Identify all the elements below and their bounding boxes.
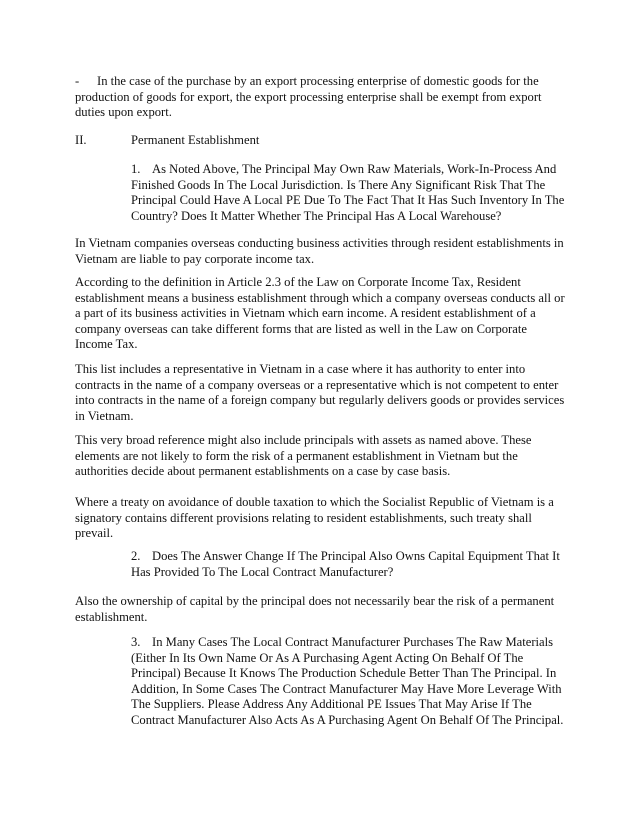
paragraph-3: This list includes a representative in Vietnam in a case where it has authority to enter into contracts in the name of a company overseas or a representative which is not competent to enter into contracts in the name of a foreign company but regularly delivers goods or provides services in Vietnam. — [75, 362, 565, 423]
question-3 — [131, 635, 571, 729]
question-1-number: 1. — [131, 162, 141, 176]
question-2 — [131, 549, 571, 580]
paragraph-1: In Vietnam companies overseas conducting business activities through resident establishments in Vietnam are liable to pay corporate income tax. — [75, 236, 564, 266]
section-number: II. — [75, 133, 87, 147]
question-1-text: As Noted Above, The Principal May Own Raw Materials, Work-In-Process And Finished Goods In The Local Jurisdiction. Is There Any Significant Risk That The Principal Could Have A Local PE Due To The Fact That It Has Such Inventory In The Country? Does It Matter Whether The Principal Has A Local Warehouse? — [131, 162, 565, 223]
question-2-text: Does The Answer Change If The Principal Also Owns Capital Equipment That It Has Provided To The Local Contract Manufacturer? — [131, 549, 560, 579]
question-2-number: 2. — [131, 549, 141, 563]
paragraph-5: Where a treaty on avoidance of double taxation to which the Socialist Republic of Vietnam is a signatory contains different provisions relating to resident establishments, such treaty shall prevail. — [75, 495, 554, 541]
paragraph-2: According to the definition in Article 2.3 of the Law on Corporate Income Tax, Resident establishment means a business establishment through which a company overseas conducts all or a part of its business activities in Vietnam which earn income. A resident establishment of a company overseas can take different forms that are listed as well in the Law on Corporate Income Tax. — [75, 275, 565, 352]
question-3-number: 3. — [131, 635, 141, 649]
bullet-dash: - — [75, 74, 80, 88]
paragraph-4: This very broad reference might also include principals with assets as named above. These elements are not likely to form the risk of a permanent establishment in Vietnam but the authorities decide about permanent establishments on a case by case basis. — [75, 433, 532, 479]
question-1 — [131, 162, 565, 224]
section-title: Permanent Establishment — [131, 133, 260, 147]
intro-text: In the case of the purchase by an export processing enterprise of domestic goods for the production of goods for export, the export processing enterprise shall be exempt from export duties upon export. — [75, 74, 542, 120]
paragraph-6: Also the ownership of capital by the principal does not necessarily bear the risk of a permanent establishment. — [75, 594, 555, 624]
question-3-text: In Many Cases The Local Contract Manufacturer Purchases The Raw Materials (Either In Its Own Name Or As A Purchasing Agent Acting On Behalf Of The Principal) Because It Knows The Production Schedule Better Than The Principal. In Addition, In Some Cases The Contract Manufacturer May Have More Leverage With The Suppliers. Please Address Any Additional PE Issues That May Arise If The Contract Manufacturer Also Acts As A Purchasing Agent On Behalf Of The Principal. — [131, 635, 564, 727]
intro-paragraph — [75, 74, 565, 121]
section-heading — [75, 133, 565, 149]
